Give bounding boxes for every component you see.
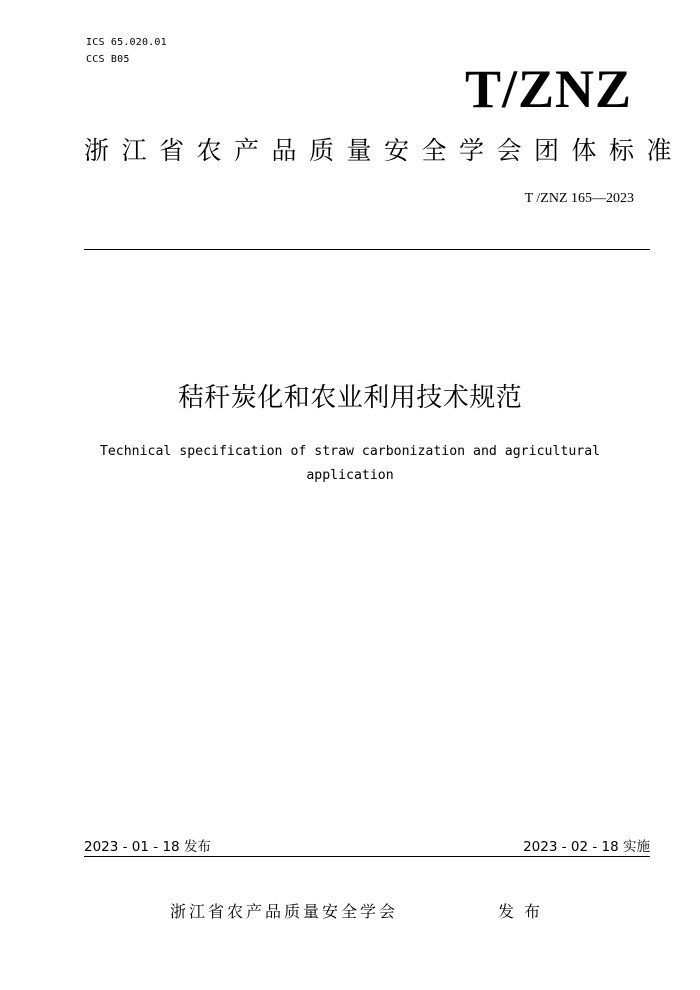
ics-code: ICS 65.020.01 <box>86 37 167 48</box>
top-divider <box>84 249 650 250</box>
english-title-line-2: application <box>306 468 394 483</box>
issuing-organization: 浙江省农产品质量安全学会 <box>170 902 399 921</box>
standard-number: T /ZNZ 165—2023 <box>524 191 634 206</box>
english-title-line-1: Technical specification of straw carbonization and agricultural <box>99 444 601 459</box>
ccs-code: CCS B05 <box>86 54 130 65</box>
standard-logo: T/ZNZ <box>464 59 632 119</box>
organization-standard-title: 浙江省农产品质量安全学会团体标准 <box>84 136 685 165</box>
document-title-english <box>0 440 700 488</box>
bottom-divider <box>84 856 650 857</box>
issue-label: 发布 <box>498 902 551 921</box>
implementation-date: 2023 - 02 - 18 实施 <box>523 839 650 855</box>
document-title-chinese: 秸秆炭化和农业利用技术规范 <box>177 383 523 413</box>
issue-date: 2023 - 01 - 18 发布 <box>84 839 211 855</box>
